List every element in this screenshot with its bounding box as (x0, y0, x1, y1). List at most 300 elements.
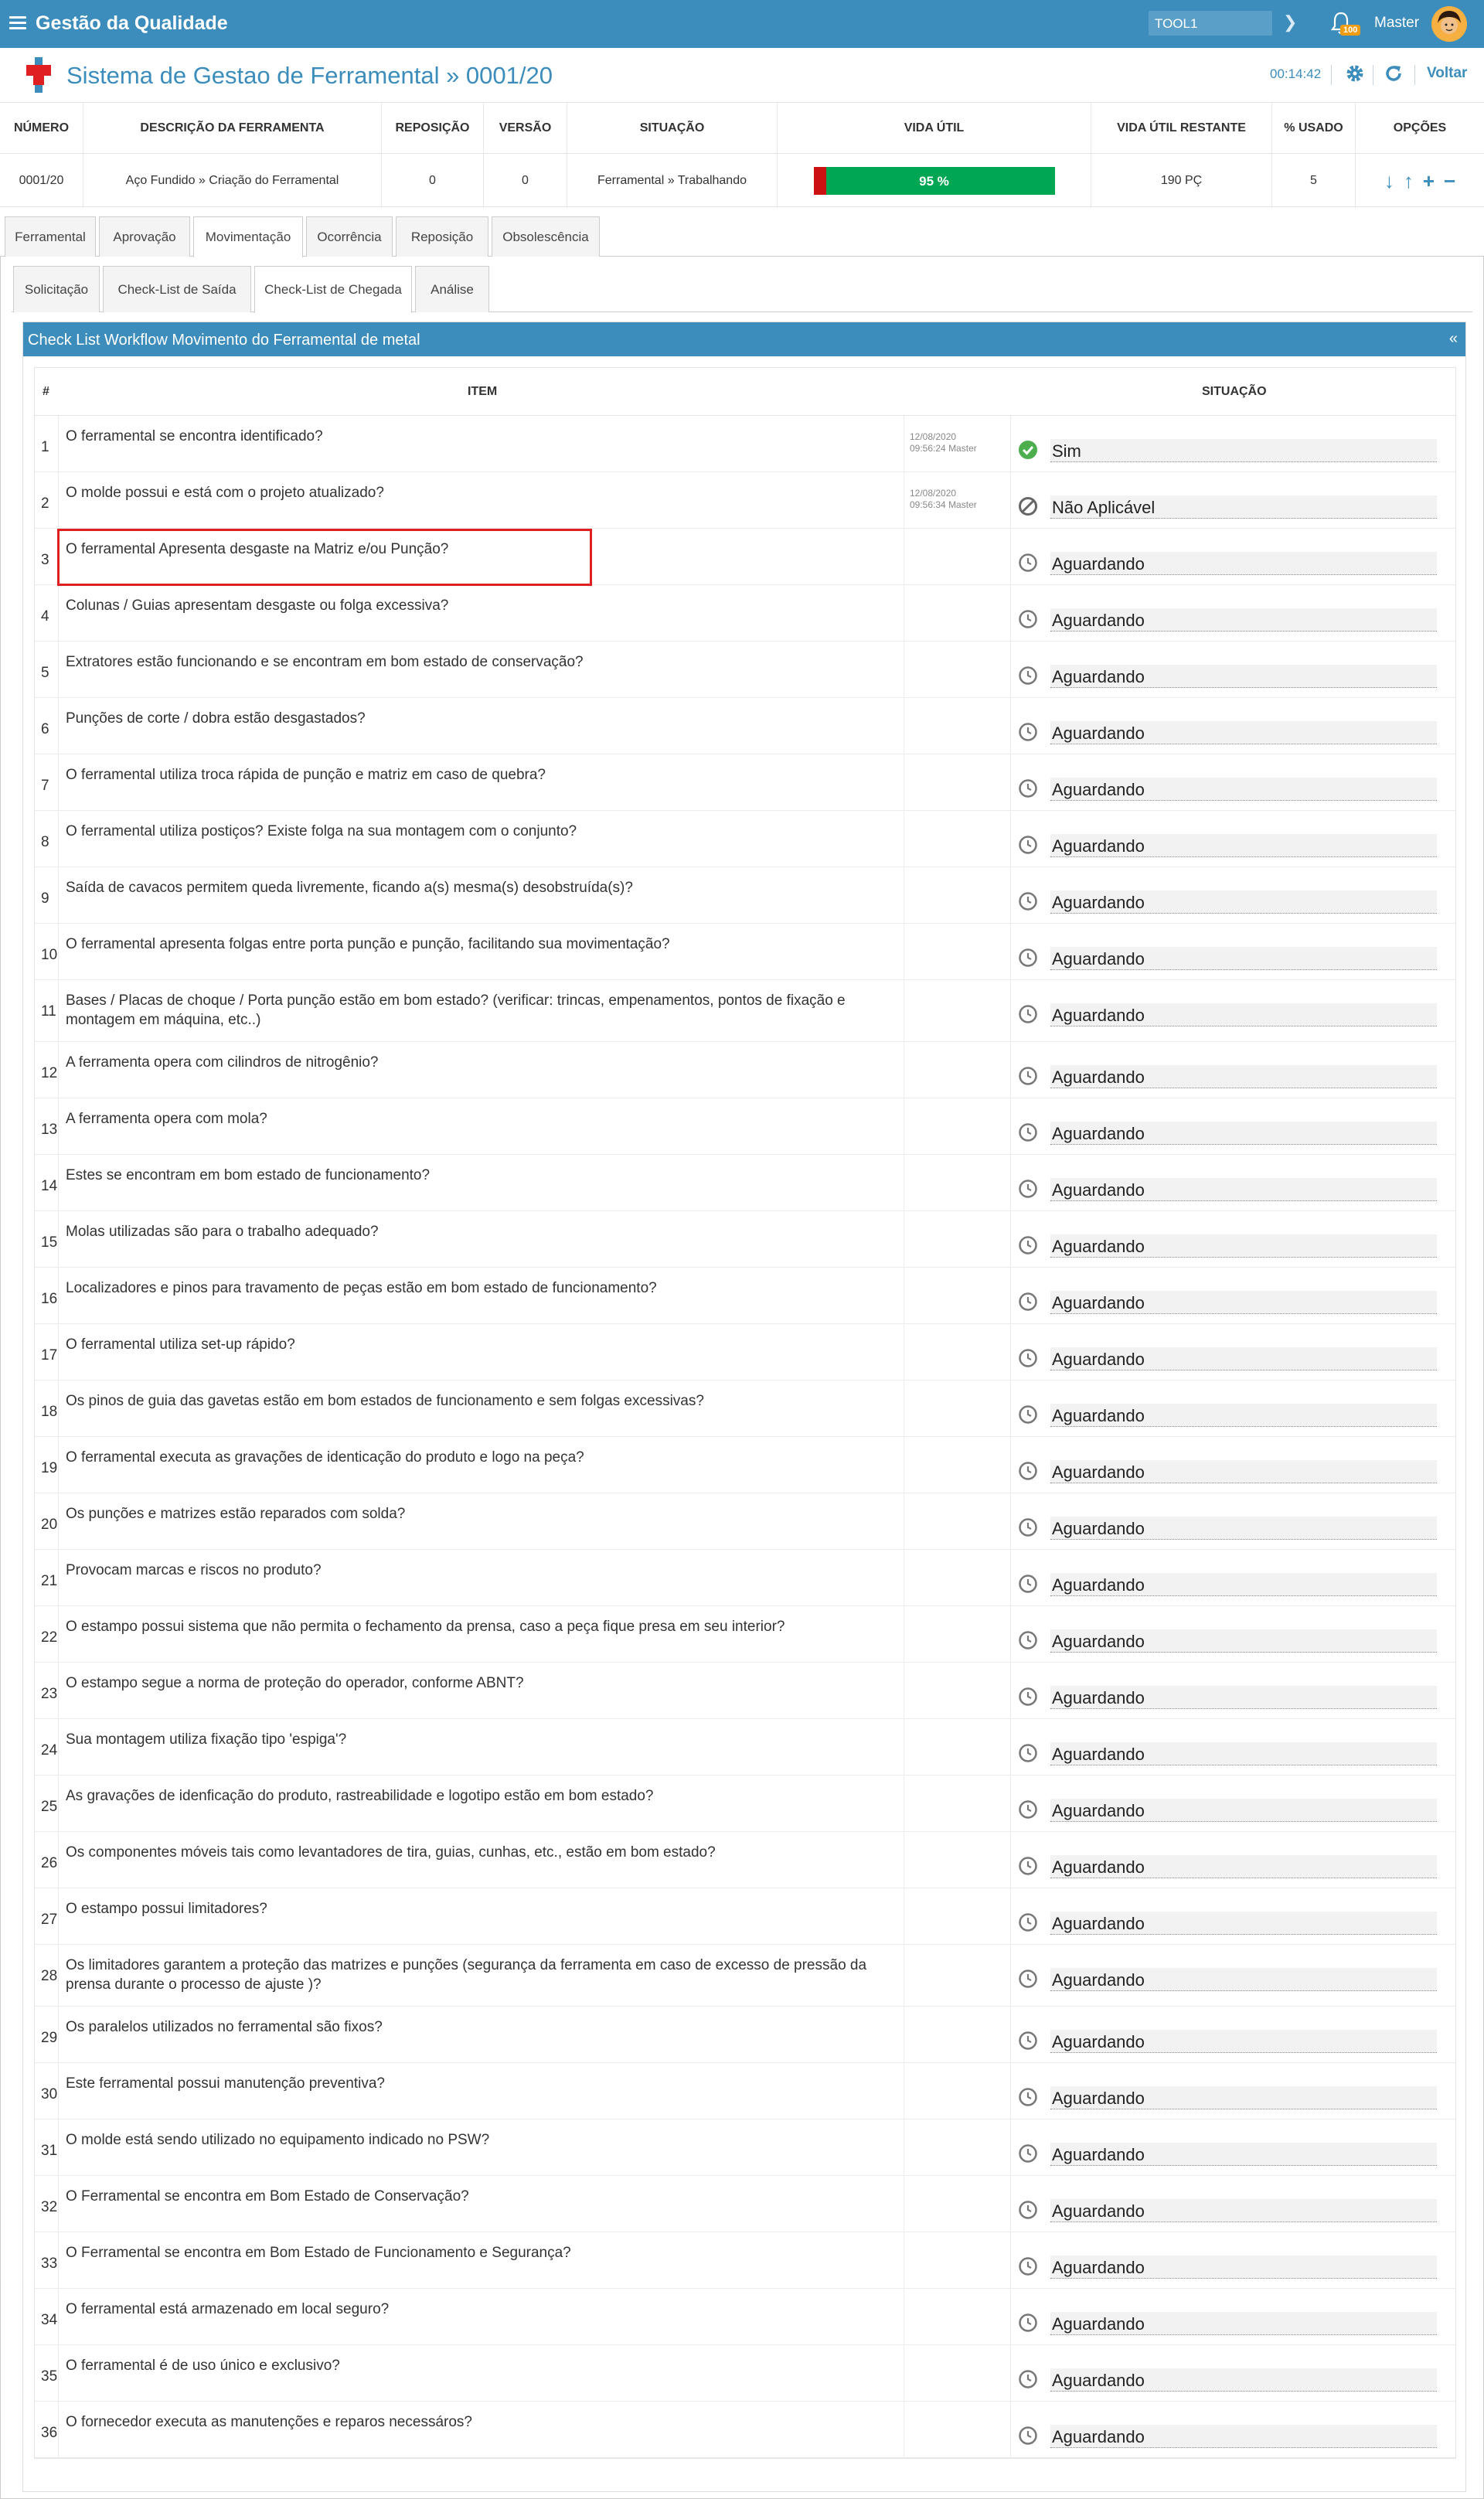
question-text: O ferramental Apresenta desgaste na Matriz e/ou Punção? (66, 541, 449, 557)
column-divider (58, 1606, 59, 1662)
hamburger-menu-icon[interactable] (9, 16, 26, 30)
value-numero: 0001/20 (19, 174, 64, 187)
row-number: 3 (41, 552, 49, 568)
question-text: O ferramental apresenta folgas entre porta punção e punção, facilitando sua movimentação? (66, 936, 670, 952)
table-row (35, 1550, 1455, 1606)
status-value[interactable]: Aguardando (1050, 1855, 1437, 1878)
column-divider (1010, 2402, 1011, 2457)
question-text: Estes se encontram em bom estado de funcionamento? (66, 1167, 431, 1183)
table-body (35, 416, 1455, 2458)
row-number: 6 (41, 721, 49, 737)
column-divider (1010, 1606, 1011, 1662)
row-number: 32 (41, 2199, 58, 2215)
table-row (35, 1381, 1455, 1437)
status-value[interactable]: Aguardando (1050, 1629, 1437, 1653)
column-divider (58, 1776, 59, 1831)
column-divider (1010, 924, 1011, 979)
status-select[interactable] (1018, 1291, 1435, 1314)
question-text: Colunas / Guias apresentam desgaste ou folga excessiva? (66, 598, 449, 614)
clock-icon (1018, 2200, 1038, 2220)
status-select[interactable] (1018, 1912, 1435, 1935)
question-text: O estampo possui sistema que não permita o fechamento da prensa, caso a peça fique presa em seu interior? (66, 1619, 785, 1635)
status-value[interactable]: Aguardando (1050, 2256, 1437, 2279)
status-select[interactable] (1018, 2143, 1435, 2166)
clock-icon (1018, 2256, 1038, 2276)
column-divider (58, 924, 59, 979)
column-divider (1010, 2176, 1011, 2232)
row-number: 2 (41, 495, 49, 512)
header-vida-restante: VIDA ÚTIL RESTANTE (1091, 103, 1271, 154)
check-icon (1018, 440, 1038, 460)
plus-icon[interactable]: + (1422, 169, 1435, 192)
status-value[interactable]: Aguardando (1050, 1404, 1437, 1427)
clock-icon (1018, 722, 1038, 742)
notification-badge: 100 (1340, 25, 1360, 36)
column-divider (58, 1437, 59, 1493)
table-row (35, 2289, 1455, 2345)
status-select[interactable] (1018, 552, 1435, 575)
question-text: O molde possui e está com o projeto atualizado? (66, 485, 384, 501)
column-divider (1010, 1719, 1011, 1775)
status-value[interactable]: Aguardando (1050, 1799, 1437, 1822)
refresh-icon[interactable] (1384, 63, 1404, 83)
question-text: O estampo segue a norma de proteção do operador, conforme ABNT? (66, 1675, 524, 1691)
table-row (35, 585, 1455, 642)
status-value[interactable]: Aguardando (1050, 552, 1437, 575)
table-row (35, 1437, 1455, 1493)
clock-icon (1018, 1122, 1038, 1142)
tool-logo-icon (23, 57, 54, 93)
column-divider (58, 698, 59, 754)
answer-meta (910, 488, 977, 511)
status-value[interactable]: Aguardando (1050, 608, 1437, 632)
column-divider (58, 1945, 59, 2006)
gear-icon[interactable] (1345, 63, 1365, 83)
summary-col-vida-util (778, 103, 1091, 208)
status-select[interactable] (1018, 439, 1435, 462)
tab-aprovacao[interactable]: Aprovação (99, 216, 190, 257)
tab-checklist-chegada[interactable]: Check-List de Chegada (254, 266, 412, 313)
status-value[interactable]: Aguardando (1050, 2199, 1437, 2222)
status-select[interactable] (1018, 2030, 1435, 2053)
column-divider (58, 811, 59, 866)
clock-icon (1018, 1179, 1038, 1199)
tab-checklist-saida[interactable]: Check-List de Saída (103, 266, 251, 312)
summary-col-descricao (83, 103, 382, 208)
status-value[interactable]: Aguardando (1050, 1065, 1437, 1088)
column-divider (1010, 698, 1011, 754)
question-text: O ferramental é de uso único e exclusivo? (66, 2358, 340, 2374)
highlight-box (57, 529, 592, 586)
answer-date: 12/08/2020 (910, 431, 957, 442)
status-select[interactable] (1018, 2256, 1435, 2279)
column-divider (58, 472, 59, 528)
column-divider (1010, 529, 1011, 584)
clock-icon (1018, 1461, 1038, 1481)
status-value[interactable]: Aguardando (1050, 1573, 1437, 1596)
header-opcoes: OPÇÕES (1356, 103, 1484, 154)
row-number: 35 (41, 2368, 58, 2385)
back-link[interactable]: Voltar (1427, 65, 1468, 81)
status-value[interactable]: Aguardando (1050, 1234, 1437, 1258)
status-value[interactable]: Aguardando (1050, 1291, 1437, 1314)
column-divider (1010, 416, 1011, 472)
status-select[interactable] (1018, 834, 1435, 857)
tool-selector[interactable]: TOOL1 (1149, 11, 1272, 36)
header-vida-util: VIDA ÚTIL (778, 103, 1091, 154)
column-divider (58, 642, 59, 697)
status-select[interactable] (1018, 721, 1435, 744)
status-value[interactable]: Aguardando (1050, 2312, 1437, 2335)
table-row (35, 1042, 1455, 1098)
app-title[interactable]: Gestão da Qualidade (36, 12, 228, 34)
status-value[interactable]: Aguardando (1050, 1968, 1437, 1991)
status-select[interactable] (1018, 1347, 1435, 1370)
question-text: Os componentes móveis tais como levantadores de tira, guias, cunhas, etc., estão em bom estado? (66, 1844, 716, 1861)
status-select[interactable] (1018, 1234, 1435, 1258)
table-row (35, 980, 1455, 1042)
status-value[interactable]: Aguardando (1050, 665, 1437, 688)
row-number: 11 (41, 1003, 56, 1020)
column-divider (1010, 1945, 1011, 2006)
header-reposicao: REPOSIÇÃO (382, 103, 483, 154)
status-select[interactable] (1018, 1686, 1435, 1709)
status-select[interactable] (1018, 2312, 1435, 2335)
status-value[interactable]: Aguardando (1050, 1517, 1437, 1540)
status-select[interactable] (1018, 1968, 1435, 1991)
summary-col-situacao (567, 103, 778, 208)
tab-ferramental[interactable]: Ferramental (5, 216, 96, 257)
clock-icon (1018, 1799, 1038, 1820)
clock-icon (1018, 666, 1038, 686)
column-divider (58, 1719, 59, 1775)
status-value[interactable]: Aguardando (1050, 2368, 1437, 2392)
row-number: 9 (41, 890, 49, 907)
clock-icon (1018, 1348, 1038, 1368)
minus-icon[interactable]: − (1444, 169, 1456, 192)
table-row (35, 2345, 1455, 2402)
checklist-table (34, 367, 1456, 2459)
column-divider (58, 2119, 59, 2175)
status-select[interactable] (1018, 1573, 1435, 1596)
user-name[interactable]: Master (1374, 15, 1420, 31)
column-divider (1010, 1888, 1011, 1944)
summary-col-reposicao (382, 103, 484, 208)
question-text: A ferramenta opera com cilindros de nitrogênio? (66, 1054, 379, 1071)
row-number: 4 (41, 608, 49, 625)
column-divider (58, 2345, 59, 2401)
row-number: 23 (41, 1686, 58, 1702)
table-row (35, 698, 1455, 754)
column-divider (58, 2007, 59, 2062)
tab-reposicao[interactable]: Reposição (396, 216, 488, 257)
col-header-item: ITEM (468, 385, 498, 398)
status-select[interactable] (1018, 890, 1435, 914)
status-value[interactable]: Aguardando (1050, 1347, 1437, 1370)
ban-icon (1018, 496, 1038, 516)
value-situacao: Ferramental » Trabalhando (597, 174, 747, 187)
question-text: O ferramental utiliza troca rápida de punção e matriz em caso de quebra? (66, 767, 546, 783)
answer-time: 09:56:24 (910, 443, 946, 454)
column-divider (58, 1550, 59, 1605)
status-value[interactable]: Aguardando (1050, 890, 1437, 914)
status-value[interactable]: Aguardando (1050, 1686, 1437, 1709)
column-divider (1010, 2007, 1011, 2062)
status-value[interactable]: Aguardando (1050, 1003, 1437, 1026)
answer-date: 12/08/2020 (910, 488, 957, 499)
status-select[interactable] (1018, 608, 1435, 632)
system-header (0, 48, 1484, 102)
status-value[interactable]: Aguardando (1050, 721, 1437, 744)
question-text: Os paralelos utilizados no ferramental são fixos? (66, 2019, 383, 2035)
table-row (35, 2119, 1455, 2176)
clock-icon (1018, 1743, 1038, 1763)
row-number: 13 (41, 1122, 58, 1138)
status-select[interactable] (1018, 1404, 1435, 1427)
column-divider (58, 1042, 59, 1098)
column-divider (58, 1888, 59, 1944)
session-timer: 00:14:42 (1270, 66, 1322, 81)
column-divider (58, 1268, 59, 1323)
divider (1331, 65, 1332, 85)
question-text: O ferramental está armazenado em local seguro? (66, 2301, 390, 2317)
main-tabs (0, 210, 1484, 257)
column-divider (58, 1211, 59, 1267)
column-divider (1010, 585, 1011, 641)
summary-col-opcoes (1356, 103, 1484, 208)
status-select[interactable] (1018, 1742, 1435, 1765)
status-value[interactable]: Aguardando (1050, 1912, 1437, 1935)
column-divider (58, 1832, 59, 1888)
summary-col-versao (484, 103, 567, 208)
clock-icon (1018, 948, 1038, 968)
options-cell (1356, 154, 1484, 208)
table-row (35, 1832, 1455, 1888)
clock-icon (1018, 1630, 1038, 1650)
column-divider (1010, 1663, 1011, 1718)
column-divider (1010, 642, 1011, 697)
status-select[interactable] (1018, 1799, 1435, 1822)
row-number: 30 (41, 2086, 58, 2102)
answer-user: Master (948, 499, 977, 510)
row-number: 17 (41, 1347, 58, 1364)
status-value[interactable]: Aguardando (1050, 1122, 1437, 1145)
table-row (35, 2063, 1455, 2119)
column-divider (58, 1381, 59, 1436)
question-text: Os limitadores garantem a proteção das matrizes e punções (segurança da ferramenta em caso de excesso de pressão da prensa durante o processo de ajuste )? (66, 1957, 867, 1993)
clock-icon (1018, 778, 1038, 798)
clock-icon (1018, 1066, 1038, 1086)
status-select[interactable] (1018, 1855, 1435, 1878)
table-row (35, 1155, 1455, 1211)
chevron-right-icon[interactable]: ❯ (1283, 12, 1298, 32)
row-number: 8 (41, 834, 49, 850)
vida-util-cell (778, 154, 1091, 208)
column-divider (1010, 811, 1011, 866)
column-divider (58, 2176, 59, 2232)
question-text: Os punções e matrizes estão reparados com solda? (66, 1506, 406, 1522)
question-text: O estampo possui limitadores? (66, 1901, 267, 1917)
status-select[interactable] (1018, 1629, 1435, 1653)
status-value[interactable]: Aguardando (1050, 2143, 1437, 2166)
status-select[interactable] (1018, 778, 1435, 801)
clock-icon (1018, 891, 1038, 911)
row-number: 10 (41, 947, 58, 963)
status-select[interactable] (1018, 1003, 1435, 1026)
table-row (35, 1324, 1455, 1381)
status-value[interactable]: Aguardando (1050, 2425, 1437, 2448)
column-divider (1010, 1324, 1011, 1380)
clock-icon (1018, 2369, 1038, 2389)
status-select[interactable] (1018, 2368, 1435, 2392)
question-text: Provocam marcas e riscos no produto? (66, 1562, 322, 1578)
options-group (1384, 169, 1455, 193)
column-divider (1010, 1776, 1011, 1831)
row-number: 16 (41, 1291, 58, 1307)
status-select[interactable] (1018, 1122, 1435, 1145)
column-divider (1010, 754, 1011, 810)
column-divider (58, 1663, 59, 1718)
tab-obsolescencia[interactable]: Obsolescência (492, 216, 600, 257)
status-select[interactable] (1018, 1065, 1435, 1088)
arrow-down-icon[interactable]: ↓ (1384, 169, 1394, 192)
life-progress-bar (814, 167, 1055, 195)
table-row (35, 2176, 1455, 2232)
row-number: 5 (41, 665, 49, 681)
column-divider (58, 1324, 59, 1380)
clock-icon (1018, 1517, 1038, 1537)
tool-summary-table (0, 102, 1484, 207)
question-text: Sua montagem utiliza fixação tipo 'espiga'? (66, 1731, 347, 1748)
arrow-up-icon[interactable]: ↑ (1403, 169, 1414, 192)
row-number: 15 (41, 1234, 58, 1251)
summary-col-vida-restante (1091, 103, 1272, 208)
life-progress-label: 95 % (919, 174, 949, 189)
question-text: O Ferramental se encontra em Bom Estado de Conservação? (66, 2188, 469, 2204)
table-row (35, 1493, 1455, 1550)
status-select[interactable] (1018, 947, 1435, 970)
status-value[interactable]: Não Aplicável (1050, 495, 1437, 519)
question-text: Este ferramental possui manutenção preventiva? (66, 2075, 385, 2092)
question-text: As gravações de idenficação do produto, rastreabilidade e logotipo estão em bom estado? (66, 1788, 654, 1804)
row-number: 25 (41, 1799, 58, 1815)
row-number: 18 (41, 1404, 58, 1420)
column-divider (58, 1098, 59, 1154)
status-select[interactable] (1018, 1178, 1435, 1201)
avatar[interactable] (1431, 6, 1467, 42)
status-value[interactable]: Sim (1050, 439, 1437, 462)
header-descricao: DESCRIÇÃO DA FERRAMENTA (83, 103, 381, 154)
column-divider (58, 754, 59, 810)
status-value[interactable]: Aguardando (1050, 778, 1437, 801)
clock-icon (1018, 2087, 1038, 2107)
status-value[interactable]: Aguardando (1050, 947, 1437, 970)
clock-icon (1018, 609, 1038, 629)
tab-ocorrencia[interactable]: Ocorrência (306, 216, 393, 257)
question-text: Bases / Placas de choque / Porta punção estão em bom estado? (verificar: trincas, empenamentos, pontos de fixação e montagem em máquina, etc..) (66, 992, 846, 1028)
status-select[interactable] (1018, 2199, 1435, 2222)
column-divider (1010, 2119, 1011, 2175)
panel-title: Check List Workflow Movimento do Ferramental de metal (28, 332, 420, 349)
table-header (35, 368, 1455, 416)
value-vida-restante: 190 PÇ (1160, 174, 1203, 187)
status-value[interactable]: Aguardando (1050, 2030, 1437, 2053)
column-divider (1010, 1493, 1011, 1549)
column-divider (1010, 1437, 1011, 1493)
table-row (35, 2402, 1455, 2458)
clock-icon (1018, 2426, 1038, 2446)
row-number: 12 (41, 1065, 58, 1081)
column-divider (1010, 1550, 1011, 1605)
tab-analise[interactable]: Análise (415, 266, 489, 312)
sub-tabs (12, 257, 1472, 312)
value-descricao: Aço Fundido » Criação do Ferramental (125, 174, 339, 187)
answer-user: Master (948, 443, 977, 454)
column-divider (58, 416, 59, 472)
clock-icon (1018, 1912, 1038, 1932)
status-select[interactable] (1018, 2425, 1435, 2448)
status-select[interactable] (1018, 665, 1435, 688)
question-text: O fornecedor executa as manutenções e reparos necessáros? (66, 2414, 472, 2430)
col-header-status: SITUAÇÃO (1202, 385, 1267, 398)
question-text: O ferramental executa as gravações de identicação do produto e logo na peça? (66, 1449, 584, 1466)
row-number: 24 (41, 1742, 58, 1758)
status-value[interactable]: Aguardando (1050, 2086, 1437, 2109)
value-reposicao: 0 (429, 174, 436, 187)
question-text: Os pinos de guia das gavetas estão em bom estados de funcionamento e sem folgas excessivas? (66, 1393, 704, 1409)
row-number: 7 (41, 778, 49, 794)
table-row (35, 1098, 1455, 1155)
column-divider (1010, 1268, 1011, 1323)
status-select[interactable] (1018, 1460, 1435, 1483)
column-divider (1010, 1098, 1011, 1154)
tab-movimentacao[interactable]: Movimentação (193, 216, 303, 257)
clock-icon (1018, 1404, 1038, 1425)
status-select[interactable] (1018, 495, 1435, 519)
status-value[interactable]: Aguardando (1050, 834, 1437, 857)
column-divider (1010, 1832, 1011, 1888)
column-divider (1010, 2345, 1011, 2401)
collapse-icon[interactable]: « (1448, 330, 1458, 347)
top-navbar (0, 0, 1484, 48)
status-select[interactable] (1018, 2086, 1435, 2109)
table-row (35, 1211, 1455, 1268)
value-usado: 5 (1310, 174, 1317, 187)
row-number: 22 (41, 1629, 58, 1646)
column-divider (1010, 1381, 1011, 1436)
status-value[interactable]: Aguardando (1050, 1460, 1437, 1483)
column-divider (58, 585, 59, 641)
tab-solicitacao[interactable]: Solicitação (13, 266, 100, 312)
table-row (35, 1719, 1455, 1776)
clock-icon (1018, 1969, 1038, 1989)
table-row (35, 2232, 1455, 2289)
status-value[interactable]: Aguardando (1050, 1742, 1437, 1765)
status-select[interactable] (1018, 1517, 1435, 1540)
header-versao: VERSÃO (484, 103, 567, 154)
status-value[interactable]: Aguardando (1050, 1178, 1437, 1201)
table-row (35, 1606, 1455, 1663)
question-text: O ferramental se encontra identificado? (66, 428, 323, 444)
clock-icon (1018, 1856, 1038, 1876)
question-text: Punções de corte / dobra estão desgastados? (66, 710, 366, 727)
table-row (35, 1776, 1455, 1832)
header-numero: NÚMERO (0, 103, 83, 154)
column-divider (1010, 1155, 1011, 1210)
question-text: O Ferramental se encontra em Bom Estado de Funcionamento e Segurança? (66, 2245, 571, 2261)
question-text: Saída de cavacos permitem queda livremente, ficando a(s) mesma(s) desobstruída(s)? (66, 880, 633, 896)
column-divider (58, 2402, 59, 2457)
